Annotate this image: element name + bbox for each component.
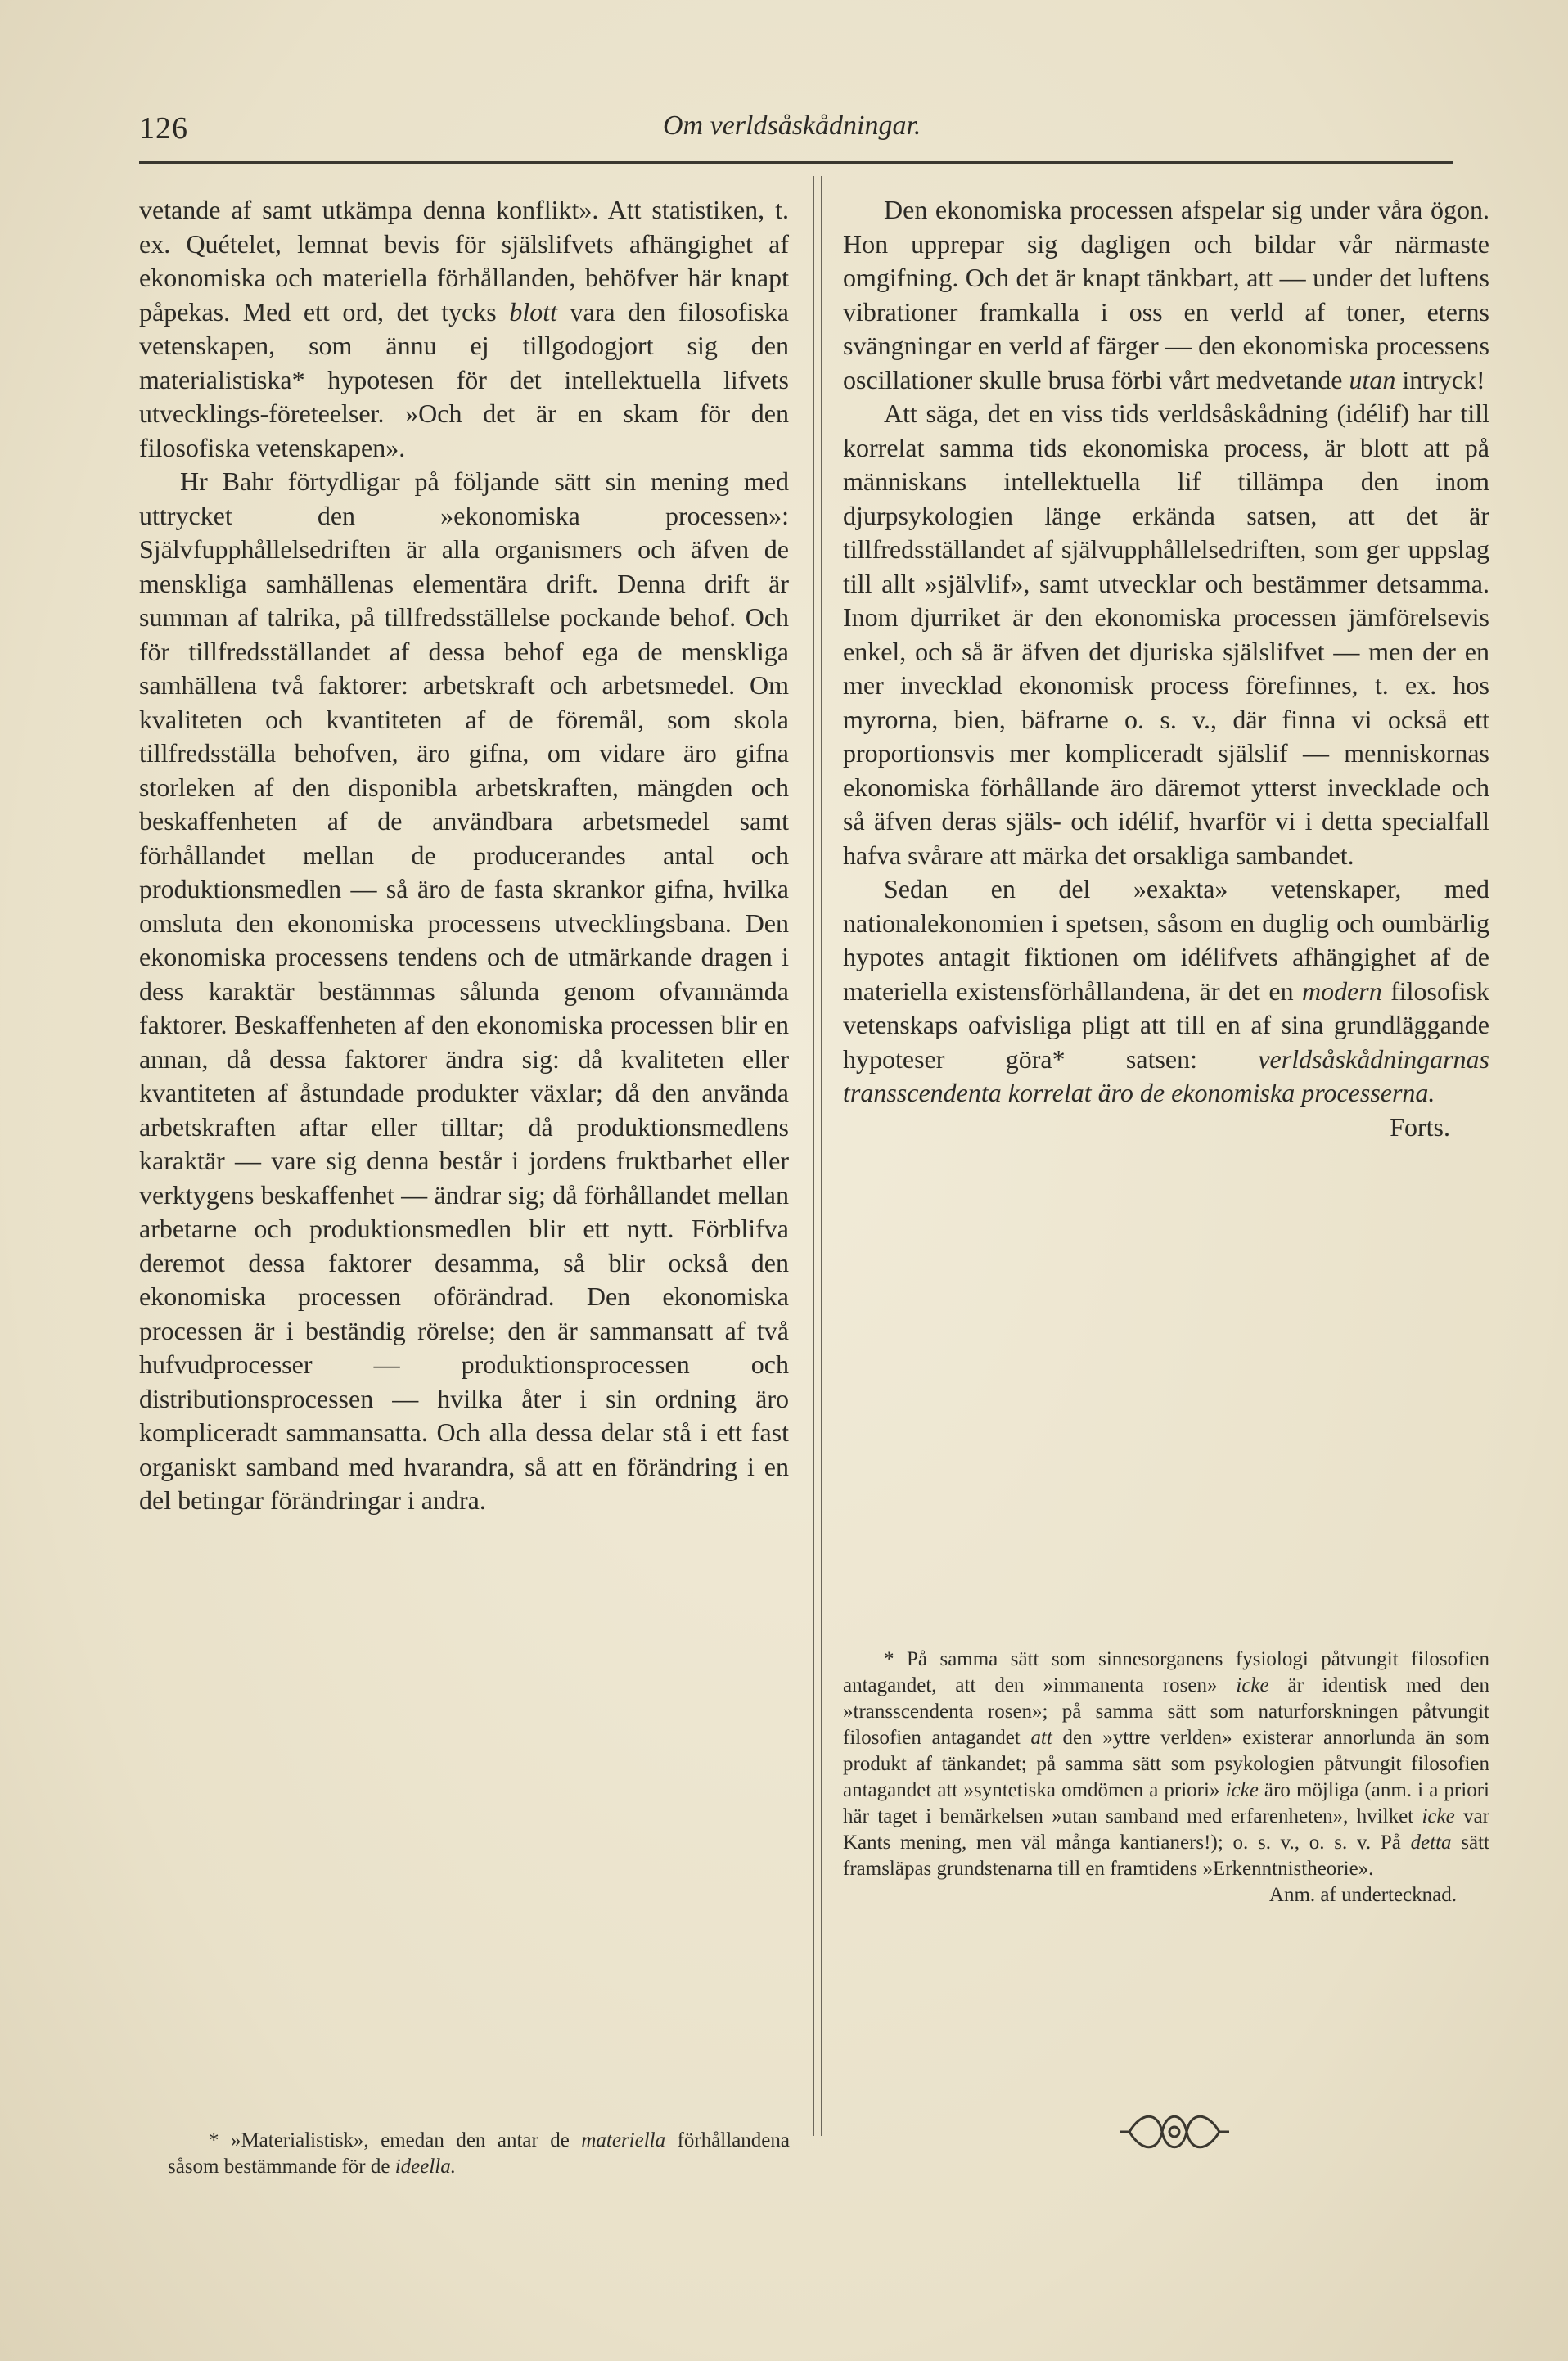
italic-run: icke: [1225, 1779, 1259, 1801]
italic-run: detta: [1410, 1832, 1452, 1854]
italic-run: utan: [1349, 364, 1396, 394]
ornament-icon: [1113, 2103, 1236, 2160]
text-run: Sedan en del »exakta» vetenskaper, med nationalekonomien i spetsen, såsom en duglig och oumbärlig hypotes antagit fiktionen om idélifvets afhängighet af de materiella existensförhållandena, är det en: [843, 874, 1489, 1006]
text-run: Den ekonomiska processen afspelar sig under våra ögon. Hon upprepar sig dagligen och bildar vår närmaste omgifning. Och det är knapt tänkbart, att — under det luftens vibrationer framkalla i oss en verld af toner, eterns svängningar en verld af färger — den ekonomiska processens oscillationer skulle brusa förbi vårt medvetande: [843, 195, 1489, 394]
text-run: äro möjliga (anm. i a priori här taget i bemärkelsen »utan samband med erfarenheten», hvilket: [843, 1779, 1489, 1827]
left-column: [139, 193, 789, 1518]
italic-run: blott: [509, 296, 557, 327]
header-rule: [139, 161, 1453, 164]
text-run: den »yttre verlden» existerar annorlunda än som produkt af tänkandet; på samma sätt som psykologien påtvungit filosofien antagandet att »syntetiska omdömen a priori»: [843, 1727, 1489, 1801]
text-run: * »Materialistisk», emedan den antar de: [209, 2129, 582, 2151]
text-run: filosofisk vetenskaps oafvisliga pligt att till en af sina grundläggande hypoteser göra* satsen:: [843, 975, 1490, 1074]
italic-run: verldsåskådningarnas transscendenta korrelat äro de ekonomiska processerna.: [843, 1043, 1489, 1107]
italic-run: modern: [1301, 975, 1382, 1006]
left-paragraph-2: Hr Bahr förtydligar på följande sätt sin mening med uttrycket den »ekonomiska processen»: Självfupphållelsedriften är alla organismers och äfven de menskliga samhällenas elementära drift. Denna drift är summan af talrika, på tillfredsställelse pockande behof. Och för tillfredsställandet af dessa behof ega de menskliga samhällena två faktorer: arbetskraft och arbetsmedel. Om kvaliteten och kvantiteten af de föremål, som skola tillfredsställa behofven, äro gifna, om vidare äro gifna storleken af den disponibla arbetskraften, mängden och beskaffenheten af de användbara arbetsmedel samt förhållandet mellan de producerandes antal och produktionsmedlen — så äro de fasta skrankor gifna, hvilka omsluta den ekonomiska processens utvecklingsbana. Den ekonomiska processens tendens och de utmärkande dragen i dess karaktär bestämmas sålunda genom ofvannämda faktorer. Beskaffenheten af den ekonomiska processen blir en annan, då dessa faktorer ändra sig: då kvaliteten eller kvantiteten af åstundade produkter växlar; då den använda arbetskraften aftar eller tilltar; då produktionsmedlens karaktär — vare sig denna består i jordens fruktbarhet eller verktygens beskaffenhet — ändrar sig; då förhållandet mellan arbetarne och produktionsmedlen blir ett nytt. Förblifva deremot dessa faktorer desamma, så blir också den ekonomiska processen oförändrad. Den ekonomiska processen är i beständig rörelse; den är sammansatt af två hufvudprocesser — produktionsprocessen och distributionsprocessen — hvilka åter i sin ordning äro kompliceradt sammansatta. Och alla dessa delar stå i ett fast organiskt samband med hvarandra, så att en förändring i en del betingar förändringar i andra.: [139, 466, 789, 1515]
right-paragraph-2: Att säga, det en viss tids verldsåskådning (idélif) har till korrelat samma tids ekonomiska process, är blott att på människans intellektuella lif tillämpa den inom djurpsykologien länge erkända satsen, att det är tillfredsställandet af självupphållelsedriften, som ger uppslag till allt »självlif», samt utvecklar och bestämmer detsamma. Inom djurriket är den ekonomiska processen jämförelsevis enkel, och så är äfven det djuriska själslifvet — men der en mer invecklad ekonomisk process förefinnes, t. ex. hos myrorna, bien, bäfrarne o. s. v., där finna vi också ett proportionsvis mer kompliceradt själslif — menniskornas ekonomiska förhållande äro däremot ytterst invecklade och så äfven deras själs- och idélif, hvarför vi i detta specialfall hafva svårare att märka det orsakliga sambandet.: [843, 399, 1489, 870]
italic-run: materiella: [581, 2129, 666, 2151]
page-number: 126: [139, 111, 188, 146]
right-column: [843, 193, 1489, 1144]
text-run: vara den filosofiska vetenskapen, som ännu ej tillgodogjort sig den materialistiska* hypotesen för det intellektuella lifvets utvecklings-företeelser. »Och det är en skam för den filosofiska vetenskapen».: [139, 296, 790, 462]
footnote-left: [168, 2128, 790, 2180]
footnote-right: [843, 1647, 1489, 1908]
right-paragraph-3: [843, 872, 1489, 1111]
text-run: förhållandena såsom bestämmande för de: [168, 2129, 790, 2178]
running-title: Om verldsåskådningar.: [663, 110, 921, 141]
left-paragraph-1: [139, 193, 789, 465]
column-divider: [813, 176, 822, 2136]
text-run: * På samma sätt som sinnesorganens fysiologi påtvungit filosofien antagandet, att den »immanenta rosen»: [843, 1648, 1489, 1696]
footnote-right-text: [843, 1647, 1489, 1882]
text-run: var Kants mening, men väl många kantianers!); o. s. v., o. s. v. På: [843, 1805, 1489, 1854]
text-run: intryck!: [1395, 364, 1485, 394]
text-run: sätt framsläpas grundstenarna till en framtidens »Erkenntnistheorie».: [843, 1832, 1490, 1880]
continued-note: Forts.: [1390, 1111, 1450, 1142]
italic-run: icke: [1422, 1805, 1455, 1827]
italic-run: ideella.: [394, 2156, 456, 2178]
text-run: vetande af samt utkämpa denna konflikt». Att statistiken, t. ex. Quételet, lemnat bevis för själslifvets afhängighet af ekonomiska och materiella förhållanden, behöfver här knapt påpekas. Med ett ord, det tycks: [139, 195, 789, 327]
italic-run: icke: [1236, 1674, 1269, 1696]
text-run: är identisk med den »transscendenta rosen»; på samma sätt som naturforskningen påtvungit filosofien antagandet: [843, 1674, 1489, 1749]
footnote-left-text: [168, 2128, 790, 2180]
page-header: [139, 110, 1453, 160]
footnote-signature: Anm. af undertecknad.: [1268, 1884, 1457, 1906]
italic-run: att: [1030, 1727, 1052, 1749]
right-paragraph-1: [843, 193, 1489, 397]
